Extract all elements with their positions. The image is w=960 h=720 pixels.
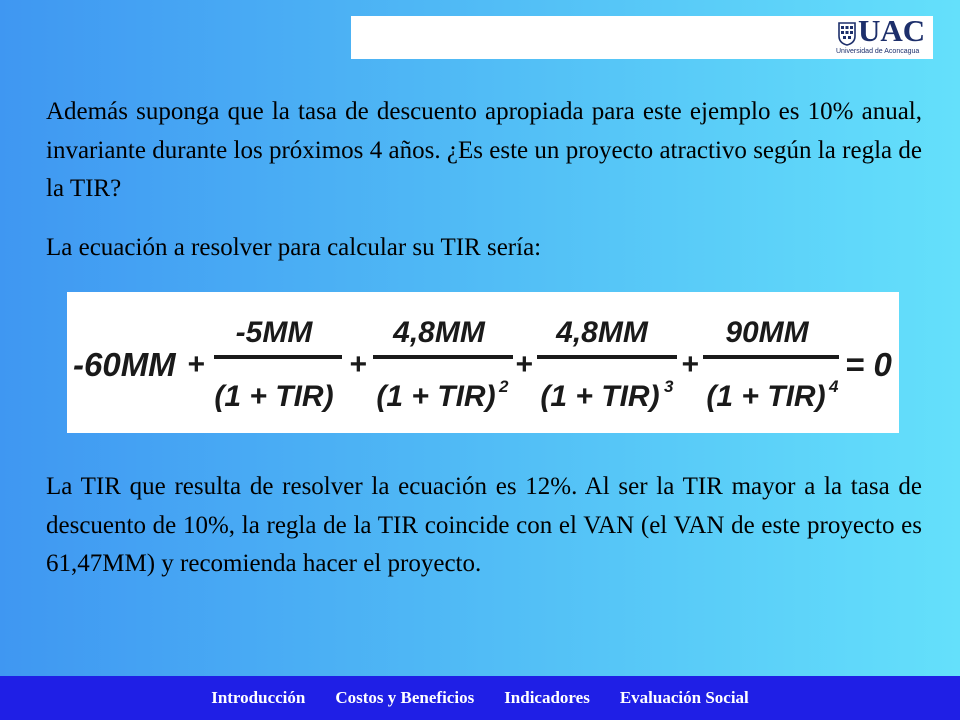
equation-result: = 0 [845, 346, 892, 383]
footer-link-introduccion[interactable]: Introducción [211, 688, 306, 707]
term-4-denominator: (1 + TIR) [706, 380, 826, 413]
logo-acronym: UAC [858, 13, 926, 48]
irr-equation [67, 292, 899, 433]
paragraph-conclusion: La TIR que resulta de resolver la ecuación es 12%. Al ser la TIR mayor a la tasa de descuento de 10%, la regla de la TIR coincide con el VAN (el VAN de este proyecto es 61,47MM) y recomienda hacer el proyecto. [46, 473, 922, 577]
fraction-bar-1 [214, 355, 342, 359]
term-4-numerator: 90MM [725, 316, 809, 349]
term-2-exponent: 2 [499, 377, 509, 396]
term-3-exponent: 3 [664, 377, 674, 396]
fraction-bar-3 [537, 355, 677, 359]
term-1-numerator: -5MM [235, 316, 313, 349]
equation-plus-2: + [349, 348, 367, 381]
term-3-denominator: (1 + TIR) [540, 380, 660, 413]
footer-link-evaluacion-social[interactable]: Evaluación Social [619, 688, 749, 707]
term-1-denominator: (1 + TIR) [214, 380, 334, 413]
logo-subtitle: Universidad de Aconcagua [836, 48, 920, 55]
paragraph-equation-intro: La ecuación a resolver para calcular su TIR sería: [46, 234, 542, 261]
term-2-denominator: (1 + TIR) [376, 380, 496, 413]
equation-box [67, 292, 899, 433]
footer-nav [0, 676, 960, 720]
university-crest-icon [837, 22, 857, 46]
equation-initial: -60MM [73, 346, 176, 383]
footer-link-costos-beneficios[interactable]: Costos y Beneficios [335, 688, 475, 707]
term-3-numerator: 4,8MM [556, 316, 648, 349]
equation-plus-3: + [515, 348, 533, 381]
term-2-numerator: 4,8MM [393, 316, 485, 349]
fraction-bar-2 [373, 355, 513, 359]
footer-link-indicadores[interactable]: Indicadores [504, 688, 590, 707]
fraction-bar-4 [703, 355, 839, 359]
equation-plus-4: + [681, 348, 699, 381]
equation-plus-1: + [187, 348, 205, 381]
term-4-exponent: 4 [829, 377, 839, 396]
paragraph-question: Además suponga que la tasa de descuento apropiada para este ejemplo es 10% anual, invariante durante los próximos 4 años. ¿Es este un proyecto atractivo según la regla de la TIR? [46, 98, 922, 202]
